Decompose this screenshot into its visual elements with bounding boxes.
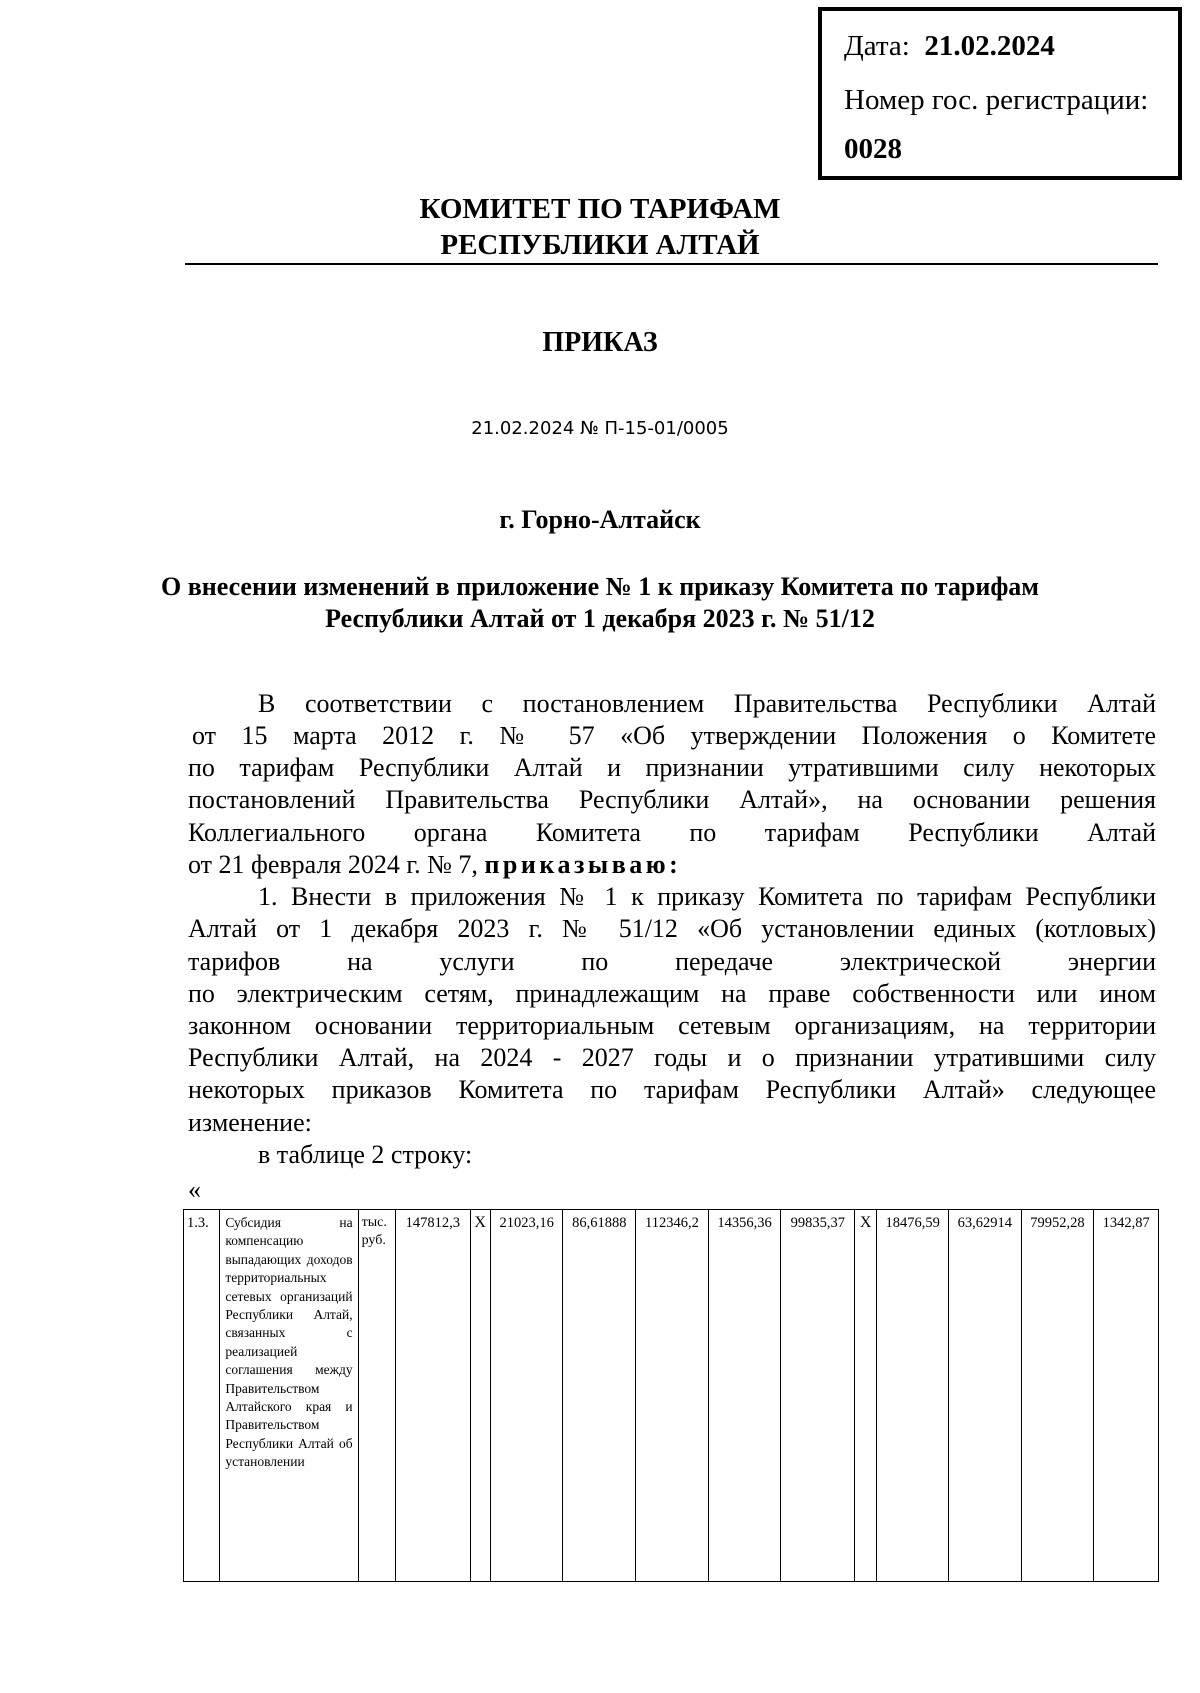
table-cell: 1342,87: [1094, 1210, 1159, 1582]
stamp-reg-label: Номер гос. регистрации:: [844, 84, 1149, 116]
paragraph-2-line: по электрическим сетям, принадлежащим на праве собственности или ином: [188, 979, 1156, 1008]
order-keyword: приказываю:: [484, 850, 682, 879]
org-name-line2: РЕСПУБЛИКИ АЛТАЙ: [440, 229, 760, 261]
paragraph-3: в таблице 2 строку:: [258, 1140, 473, 1169]
registration-stamp: [818, 7, 1182, 180]
table-cell: 63,62914: [948, 1210, 1021, 1582]
paragraph-2-line: 1. Внести в приложения № 1 к приказу Комитета по тарифам Республики: [258, 882, 1156, 911]
org-name-line1: КОМИТЕТ ПО ТАРИФАМ: [419, 193, 781, 225]
row-unit: тыс. руб.: [358, 1210, 395, 1582]
paragraph-1-last-line: [188, 849, 1156, 882]
paragraph-2-line: Республики Алтай, на 2024 - 2027 годы и о признании утратившими силу: [188, 1043, 1156, 1072]
subject-line2: Республики Алтай от 1 декабря 2023 г. № 51/12: [325, 604, 875, 633]
stamp-date-value: 21.02.2024: [924, 30, 1055, 62]
table-cell: 147812,3: [395, 1210, 470, 1582]
row-index: 1.3.: [184, 1210, 220, 1582]
row-description: Субсидия на компенсацию выпадающих доходов территориальных сетевых организаций Республики Алтай, связанных с реализацией соглашения между Правительством Алтайского края и Правительством Республики Алтай об установлении: [220, 1210, 358, 1582]
table-cell: 18476,59: [877, 1210, 949, 1582]
paragraph-1-line: от 15 марта 2012 г. № 57 «Об утверждении Положения о Комитете: [192, 721, 1156, 750]
table-cell: X: [470, 1210, 490, 1582]
paragraph-2-last-line: изменение:: [188, 1108, 312, 1137]
tariff-table-row: [183, 1209, 1159, 1582]
paragraph-1-line: В соответствии с постановлением Правительства Республики Алтай: [258, 689, 1156, 718]
stamp-date-row: [844, 30, 1055, 63]
table-cell: 21023,16: [490, 1210, 563, 1582]
stamp-date-label: Дата:: [844, 30, 910, 62]
paragraph-2-line: некоторых приказов Комитета по тарифам Республики Алтай» следующее: [188, 1075, 1156, 1104]
header-divider: [185, 263, 1158, 265]
doc-type-title: ПРИКАЗ: [542, 327, 658, 358]
paragraph-1-line: постановлений Правительства Республики Алтай», на основании решения: [188, 785, 1156, 814]
paragraph-2-line: тарифов на услуги по передаче электрической энергии: [188, 947, 1156, 976]
opening-quote-mark: «: [188, 1175, 201, 1204]
doc-number: 21.02.2024 № П-15-01/0005: [471, 418, 729, 439]
table-cell: 112346,2: [636, 1210, 709, 1582]
table-cell: 99835,37: [781, 1210, 855, 1582]
table-cell: X: [855, 1210, 877, 1582]
paragraph-1-last-prefix: от 21 февраля 2024 г. № 7,: [188, 850, 485, 879]
city: г. Горно-Алтайск: [499, 505, 701, 534]
table-row: [184, 1210, 1159, 1582]
paragraph-2-line: Алтай от 1 декабря 2023 г. № 51/12 «Об установлении единых (котловых): [188, 914, 1156, 943]
subject-line1: О внесении изменений в приложение № 1 к приказу Комитета по тарифам: [160, 572, 1040, 601]
paragraph-1-line: Коллегиального органа Комитета по тарифам Республики Алтай: [188, 818, 1156, 847]
stamp-reg-value: 0028: [844, 133, 902, 165]
table-cell: 14356,36: [708, 1210, 781, 1582]
table-cell: 79952,28: [1021, 1210, 1094, 1582]
paragraph-2-line: законном основании территориальным сетевым организациям, на территории: [188, 1011, 1156, 1040]
table-cell: 86,61888: [563, 1210, 636, 1582]
paragraph-1-line: по тарифам Республики Алтай и признании утратившими силу некоторых: [188, 753, 1156, 782]
